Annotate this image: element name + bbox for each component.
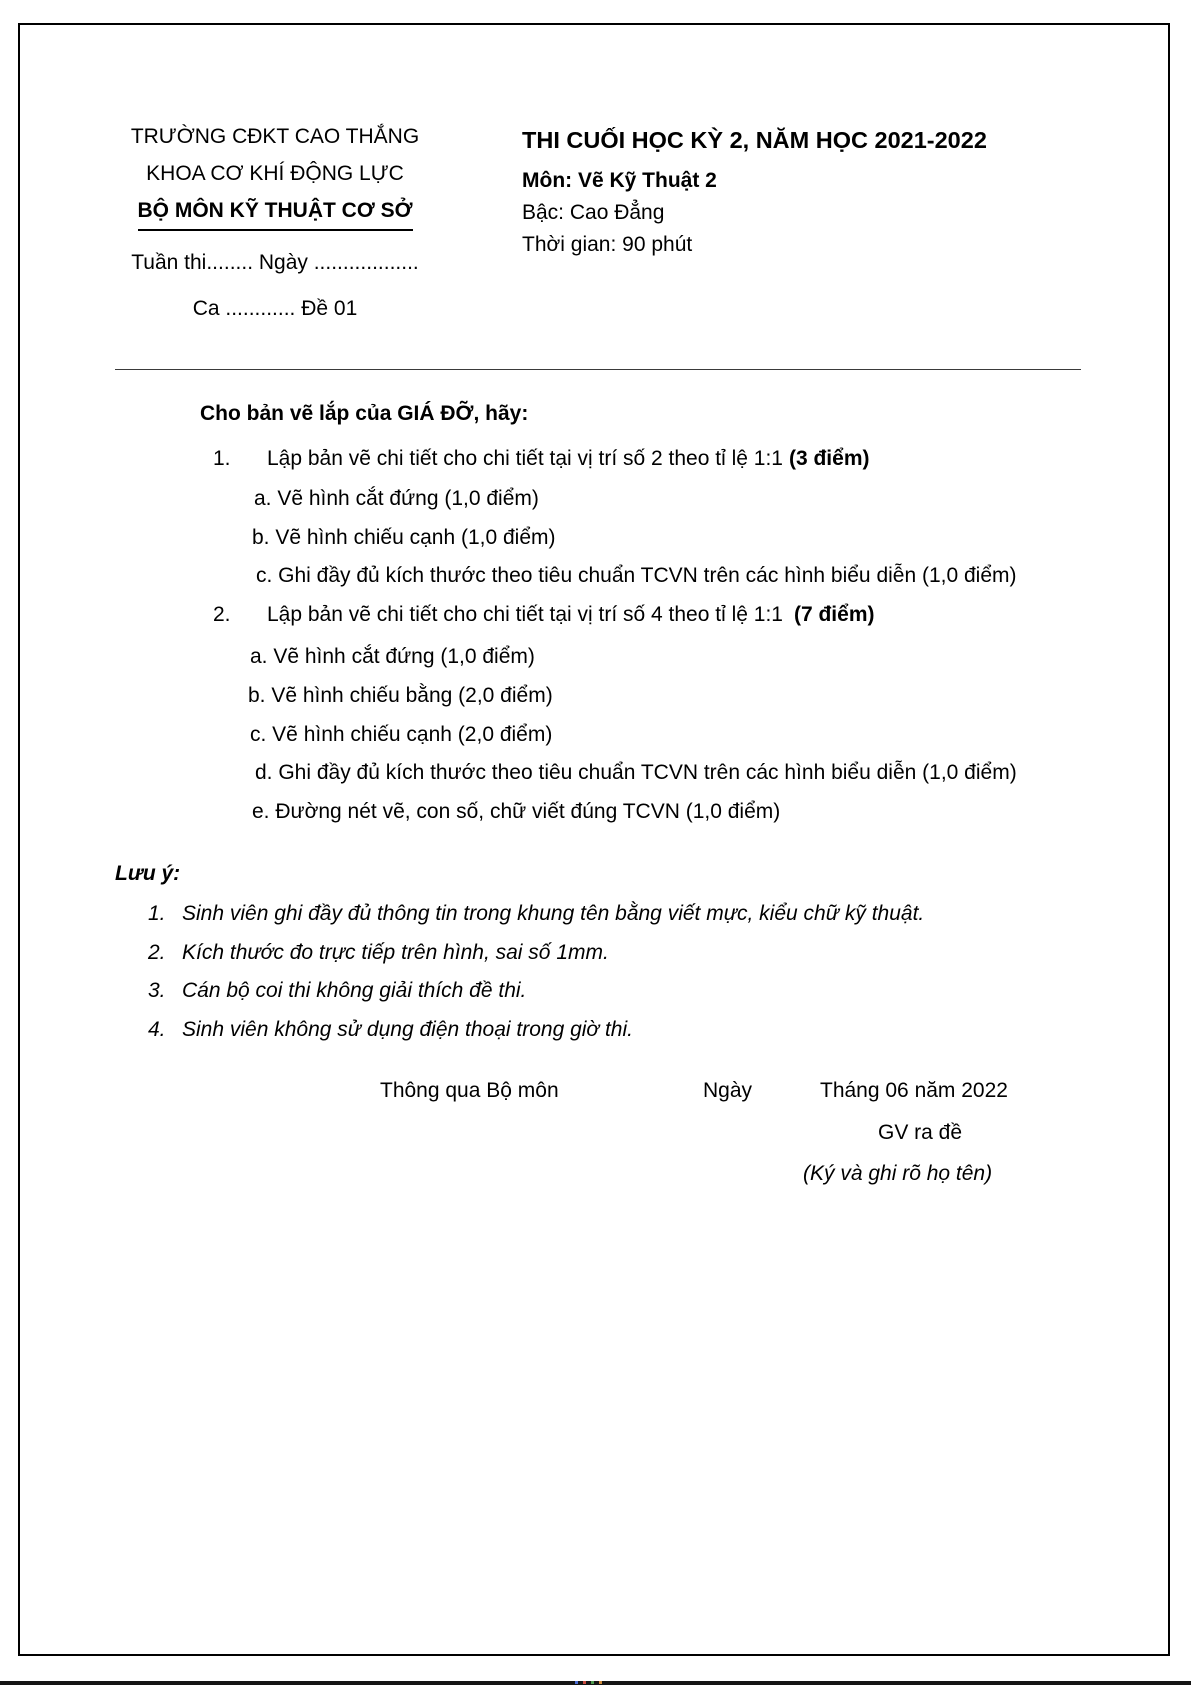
task-1-points: (3 điểm) <box>788 447 870 470</box>
task-2-subitem-c: c. Vẽ hình chiếu cạnh (2,0 điểm) <box>250 723 553 746</box>
notes-title: Lưu ý: <box>115 862 181 885</box>
note-item-2 <box>148 940 1088 965</box>
exam-subject: Môn: Vẽ Kỹ Thuật 2 <box>522 169 717 192</box>
bottom-speck-orange <box>599 1681 602 1684</box>
note-1-text: Sinh viên ghi đầy đủ thông tin trong khung tên bằng viết mực, kiểu chữ kỹ thuật. <box>182 902 925 925</box>
task-1-subitem-b: b. Vẽ hình chiếu cạnh (1,0 điểm) <box>252 526 556 549</box>
note-item-1 <box>148 901 1088 926</box>
department-name: BỘ MÔN KỸ THUẬT CƠ SỞ <box>138 198 413 231</box>
note-4-text: Sinh viên không sử dụng điện thoại trong giờ thi. <box>182 1018 633 1041</box>
bottom-speck-red <box>583 1681 586 1684</box>
footer-date: Tháng 06 năm 2022 <box>820 1079 1008 1102</box>
header-divider <box>115 369 1081 370</box>
task-1-line <box>213 446 1113 471</box>
exam-intro: Cho bản vẽ lắp của GIÁ ĐỠ, hãy: <box>200 402 529 425</box>
note-item-4 <box>148 1017 1088 1042</box>
exam-session-line: Ca ............ Đề 01 <box>192 297 358 320</box>
note-1-number: 1. <box>148 902 166 925</box>
note-3-number: 3. <box>148 979 166 1002</box>
bottom-speck-green <box>591 1681 594 1684</box>
footer-day-label: Ngày <box>703 1079 753 1102</box>
department-name-wrap <box>118 198 432 231</box>
task-1-subitem-a: a. Vẽ hình cắt đứng (1,0 điểm) <box>254 487 539 510</box>
task-1-subitem-c: c. Ghi đầy đủ kích thước theo tiêu chuẩn TCVN trên các hình biểu diễn (1,0 điểm) <box>256 564 1017 587</box>
exam-title: THI CUỐI HỌC KỲ 2, NĂM HỌC 2021-2022 <box>522 127 987 153</box>
school-name: TRƯỜNG CĐKT CAO THẮNG <box>130 125 420 148</box>
task-2-number: 2. <box>213 603 231 626</box>
footer-signature-note: (Ký và ghi rõ họ tên) <box>803 1162 993 1185</box>
footer-approval: Thông qua Bộ môn <box>380 1079 559 1102</box>
bottom-speck-blue <box>575 1681 578 1684</box>
footer-examiner: GV ra đề <box>878 1121 963 1144</box>
task-2-text: Lập bản vẽ chi tiết cho chi tiết tại vị trí số 4 theo tỉ lệ 1:1 <box>267 603 783 626</box>
task-2-points: (7 điểm) <box>793 603 875 626</box>
exam-week-line: Tuần thi........ Ngày .................. <box>131 251 419 274</box>
note-2-text: Kích thước đo trực tiếp trên hình, sai số 1mm. <box>182 941 609 964</box>
task-1-number: 1. <box>213 447 231 470</box>
task-2-subitem-b: b. Vẽ hình chiếu bằng (2,0 điểm) <box>248 684 553 707</box>
note-item-3 <box>148 978 1088 1003</box>
faculty-name: KHOA CƠ KHÍ ĐỘNG LỰC <box>146 162 404 185</box>
exam-level: Bậc: Cao Đẳng <box>522 201 665 224</box>
task-2-subitem-e: e. Đường nét vẽ, con số, chữ viết đúng TCVN (1,0 điểm) <box>252 800 781 823</box>
bottom-edge-bar <box>0 1681 1191 1685</box>
task-2-line <box>213 602 1113 627</box>
header-left-block <box>118 124 432 344</box>
task-2-subitem-a: a. Vẽ hình cắt đứng (1,0 điểm) <box>250 645 535 668</box>
task-1-text: Lập bản vẽ chi tiết cho chi tiết tại vị trí số 2 theo tỉ lệ 1:1 <box>267 447 783 470</box>
note-2-number: 2. <box>148 941 166 964</box>
exam-duration: Thời gian: 90 phút <box>522 233 693 256</box>
note-3-text: Cán bộ coi thi không giải thích đề thi. <box>182 979 527 1002</box>
note-4-number: 4. <box>148 1018 166 1041</box>
header-right-block <box>522 126 1082 266</box>
task-2-subitem-d: d. Ghi đầy đủ kích thước theo tiêu chuẩn TCVN trên các hình biểu diễn (1,0 điểm) <box>255 761 1017 784</box>
